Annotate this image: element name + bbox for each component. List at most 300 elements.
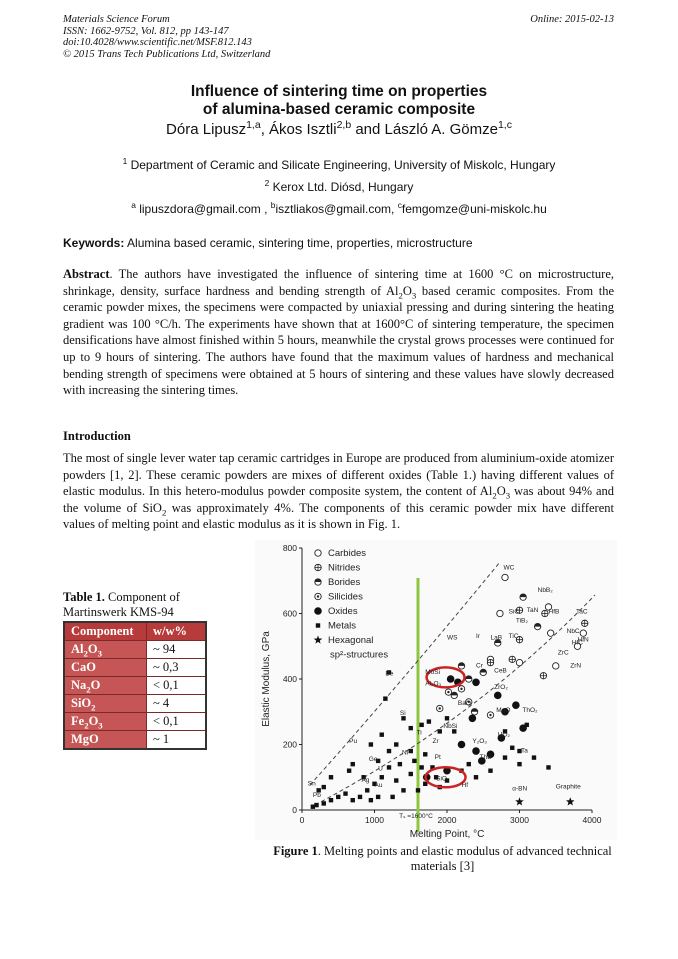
data-point (390, 795, 394, 799)
data-point (458, 686, 464, 692)
marker-shape (409, 726, 413, 730)
email-line (0, 202, 678, 216)
figure-caption-text: . Melting points and elastic modulus of advanced technical materials [3] (317, 844, 612, 873)
data-point (315, 564, 321, 570)
component-table (63, 621, 207, 750)
marker-shape (447, 675, 455, 683)
point-label-al2o3: Al₂O₃ (425, 680, 442, 688)
point-label-u: U (378, 765, 383, 773)
intro-text: was approximately 4%. The components of this ceramic powder mix have different values of melting point and elastic modulus as it is shown in Fig. 1. (63, 500, 614, 532)
marker-shape (419, 723, 423, 727)
data-point (416, 788, 420, 792)
point-label-ni: Ni (402, 749, 409, 757)
data-point (510, 746, 514, 750)
table-caption-text: Component of Martinswerk KMS-94 (63, 590, 180, 619)
doi: doi:10.4028/www.scientific.net/MSF.812.143 (63, 37, 252, 48)
data-point (347, 769, 351, 773)
email-a-sup: a (131, 200, 136, 210)
subscript: 2 (398, 290, 403, 301)
x-tick-label: 0 (299, 815, 305, 825)
melting-point-elastic-modulus-chart (255, 540, 617, 840)
point-label-ceb: CeB (494, 667, 507, 675)
marker-shape (401, 788, 405, 792)
data-point (315, 550, 321, 556)
component-cell (64, 677, 147, 695)
point-label-ge: Ge (368, 755, 378, 763)
affiliation-2-num: 2 (264, 178, 270, 188)
abstract-text: based ceramic composites. From the ceramic powder mixes, the specimens were compacted by uniaxial pressing and during sintering the heating gradient was 100 °C/h. The experiments have shown that at 1600°C of sintering temperature, the specimen densifications have almost finished within 5 hours, meanwhile the crystal grows processes were continued for up to 9 hours of sintering. The authors have found that the maximum values of hardness and mechanical bending strength of specimens were obtained at 5 hours of sintering and these values have slowly decreased with increasing the sintering times. (63, 283, 614, 398)
figure-caption-label: Figure 1 (273, 844, 318, 858)
introduction-text (63, 450, 614, 533)
data-point (532, 755, 536, 759)
marker-shape (423, 752, 427, 756)
component-cell (64, 713, 147, 731)
email-c-sup: c (397, 200, 402, 210)
data-point (540, 673, 546, 679)
data-point (553, 663, 559, 669)
point-label-ti: Ti (416, 729, 422, 737)
point-label-lab: LaB (490, 634, 503, 642)
table-caption (63, 590, 203, 620)
marker-shape (394, 778, 398, 782)
data-point (380, 732, 384, 736)
subscript: 2 (84, 720, 89, 731)
table-row (64, 695, 206, 713)
data-point (516, 659, 522, 665)
component-name: CaO (71, 660, 96, 674)
subscript: 2 (91, 702, 96, 713)
data-point (336, 795, 340, 799)
author-2: Ákos Isztli (269, 121, 337, 138)
data-point (582, 620, 588, 626)
marker-shape (380, 732, 384, 736)
email-a[interactable]: lipuszdora@gmail.com , (135, 202, 271, 216)
data-point (534, 623, 540, 629)
marker-shape (494, 692, 502, 700)
data-point (311, 805, 315, 809)
data-point (423, 752, 427, 756)
table-row (64, 731, 206, 750)
point-label-ag: Ag (361, 777, 370, 785)
affiliation-2 (0, 180, 678, 194)
data-point (502, 574, 508, 580)
marker-shape (460, 688, 462, 690)
point-label-hf: Hf (461, 782, 468, 790)
data-point (380, 775, 384, 779)
author-1-sup: 1,a (246, 119, 261, 131)
component-cell (64, 731, 147, 750)
keywords-text: Alumina based ceramic, sintering time, properties, microstructure (124, 236, 473, 250)
legend-label: sp²-structures (330, 649, 389, 661)
email-b-sup: b (270, 200, 276, 210)
marker-shape (553, 663, 559, 669)
point-label-zrn: ZrN (570, 662, 582, 670)
data-point (343, 791, 347, 795)
subscript: 3 (505, 490, 511, 501)
data-point (445, 689, 451, 695)
online-date: Online: 2015-02-13 (530, 14, 614, 25)
subscript: 2 (161, 507, 167, 518)
data-point (472, 678, 480, 686)
point-label-ta: Ta (520, 747, 528, 755)
author-list (0, 121, 678, 138)
data-point (369, 798, 373, 802)
affiliation-1-text: Department of Ceramic and Silicate Engineering, University of Miskolc, Hungary (127, 158, 556, 172)
marker-shape (369, 798, 373, 802)
data-point (314, 607, 322, 615)
data-point (329, 775, 333, 779)
affiliation-1 (0, 158, 678, 172)
data-point (451, 692, 457, 698)
marker-shape (503, 755, 507, 759)
marker-shape (380, 775, 384, 779)
data-point (520, 594, 526, 600)
point-label-zr: Zr (432, 737, 439, 745)
component-name: O (88, 714, 99, 728)
marker-shape (343, 791, 347, 795)
marker-shape (412, 759, 416, 763)
marker-shape (458, 741, 466, 749)
marker-shape (316, 623, 320, 627)
table-header: w/w% (147, 622, 207, 641)
point-label-wc: WC (503, 564, 515, 572)
data-point (469, 715, 477, 723)
marker-shape (516, 659, 522, 665)
abstract (63, 266, 614, 399)
table-row (64, 677, 206, 695)
marker-shape (489, 714, 491, 716)
y-tick-label: 800 (282, 543, 297, 553)
point-label-nbsi: NbSi (443, 723, 458, 731)
data-point (525, 723, 529, 727)
point-label-ws: WS (447, 634, 458, 642)
point-label-si: Si (399, 710, 406, 718)
point-label-hfn: HfN (577, 636, 589, 644)
marker-shape (351, 798, 355, 802)
data-point (427, 719, 431, 723)
marker-shape (369, 742, 373, 746)
data-point (409, 749, 413, 753)
point-label-tac: TaC (576, 608, 588, 616)
legend-label: Carbides (328, 548, 367, 559)
point-label-tho2: ThO₂ (522, 706, 538, 714)
weight-percent-cell: ~ 1 (147, 731, 207, 750)
marker-shape (469, 715, 477, 723)
point-label-bao: BaO (457, 700, 471, 708)
marker-shape (387, 765, 391, 769)
y-tick-label: 200 (282, 739, 297, 750)
subscript: 3 (98, 720, 103, 731)
marker-shape (497, 610, 503, 616)
marker-shape (472, 678, 480, 686)
point-label-uo2: UO₂ (497, 731, 511, 739)
data-point (447, 675, 455, 683)
data-point (322, 801, 326, 805)
marker-shape (427, 719, 431, 723)
x-tick-label: 3000 (510, 815, 529, 825)
point-label-zrc: ZrC (557, 649, 569, 657)
email-b[interactable]: isztliakos@gmail.com, (275, 202, 398, 216)
data-point (445, 716, 449, 720)
marker-shape (314, 607, 322, 615)
point-label-graphite: Graphite (555, 783, 581, 791)
data-point (438, 729, 442, 733)
point-label-tib2: TiB₂ (515, 617, 528, 625)
marker-shape (390, 795, 394, 799)
component-name: O (90, 678, 101, 692)
weight-percent-cell: ~ 94 (147, 641, 207, 659)
figure-background (255, 540, 617, 840)
point-label-mosi: MoSi (425, 669, 441, 677)
keywords-label: Keywords: (63, 236, 125, 250)
marker-shape (409, 772, 413, 776)
y-tick-label: 400 (282, 674, 297, 684)
component-cell (64, 695, 147, 713)
data-point (458, 663, 464, 669)
data-point (394, 742, 398, 746)
point-label-pt: Pt (434, 754, 441, 762)
table-caption-label: Table 1. (63, 590, 105, 604)
component-name: Fe (71, 714, 85, 728)
point-label-nbb2: NbB₂ (537, 587, 553, 595)
marker-shape (447, 691, 449, 693)
marker-shape (474, 775, 478, 779)
point-label-au: Au (374, 782, 383, 790)
table-row (64, 713, 206, 731)
data-point (497, 610, 503, 616)
marker-shape (336, 795, 340, 799)
journal-name: Materials Science Forum (63, 14, 170, 25)
marker-shape (546, 765, 550, 769)
data-point (394, 778, 398, 782)
title-line-1: Influence of sintering time on properties (190, 83, 488, 100)
data-point (315, 579, 321, 585)
component-name: SiO (71, 696, 92, 710)
marker-shape (547, 630, 553, 636)
point-label-zro2: ZrO₂ (494, 683, 508, 691)
affiliation-1-num: 1 (122, 156, 128, 166)
point-label-pu: Pu (349, 737, 358, 745)
marker-shape (512, 701, 520, 709)
legend-label: Nitrides (328, 562, 361, 574)
title-line-2: of alumina-based ceramic composite (202, 101, 476, 118)
data-point (383, 696, 387, 700)
marker-shape (502, 574, 508, 580)
issn: ISSN: 1662-9752, Vol. 812, pp 143-147 (63, 25, 229, 37)
data-point (409, 772, 413, 776)
data-point (387, 749, 391, 753)
journal-info (63, 14, 270, 60)
marker-shape (398, 762, 402, 766)
component-name: Al (71, 642, 84, 656)
marker-shape (383, 696, 387, 700)
point-label-thb: ThB (479, 754, 492, 762)
data-point (351, 798, 355, 802)
marker-shape (510, 746, 514, 750)
abstract-text: . The authors have investigated the influence of sintering time at 1600 °C on microstructure, shrinkage, density, surface hardness and bending strength of Al (63, 267, 614, 298)
marker-shape (347, 769, 351, 773)
data-point (494, 692, 502, 700)
point-label-nbc: NbC (566, 628, 580, 636)
data-point (547, 630, 553, 636)
data-point (512, 701, 520, 709)
x-tick-label: 1000 (365, 815, 384, 825)
marker-shape (329, 775, 333, 779)
point-label-cr: Cr (476, 662, 483, 670)
legend-label: Borides (328, 577, 361, 588)
affiliation-2-text: Kerox Ltd. Diósd, Hungary (269, 180, 414, 194)
x-tick-label: 2000 (437, 815, 457, 825)
author-1: Dóra Lipusz (166, 121, 247, 138)
marker-shape (445, 716, 449, 720)
data-point (376, 795, 380, 799)
marker-shape (322, 801, 326, 805)
data-point (315, 593, 321, 599)
data-point (458, 741, 466, 749)
marker-shape (394, 742, 398, 746)
data-point (471, 709, 477, 715)
legend-label: Silicides (328, 591, 363, 603)
data-point (412, 759, 416, 763)
data-point (487, 659, 493, 665)
marker-shape (358, 795, 362, 799)
point-label-tan: TaN (526, 606, 539, 614)
marker-shape (532, 755, 536, 759)
paper-title (0, 83, 678, 119)
data-point (488, 769, 492, 773)
marker-shape (419, 765, 423, 769)
y-tick-label: 600 (282, 608, 297, 619)
point-label-sio2: SiO₂ (436, 775, 450, 783)
data-point (466, 676, 472, 682)
marker-shape (517, 762, 521, 766)
intro-text: was about 94% and the volume of SiO (63, 484, 614, 515)
author-3-sup: 1,c (497, 119, 512, 131)
marker-shape (317, 595, 319, 597)
x-tick-label: 4000 (582, 815, 602, 825)
data-point (487, 712, 493, 718)
point-label-y2o3: Y₂O₃ (472, 737, 487, 745)
data-point (419, 723, 423, 727)
table-row (64, 641, 206, 659)
point-label-ir: Ir (476, 633, 480, 641)
point-label-abn: α-BN (512, 785, 528, 793)
component-cell (64, 659, 147, 677)
marker-shape (322, 785, 326, 789)
point-label-sn: Sn (307, 780, 316, 788)
sintering-temperature-label: Tₛ =1600°C (399, 813, 433, 820)
marker-shape (329, 798, 333, 802)
subscript: 3 (411, 290, 417, 301)
data-point (329, 798, 333, 802)
data-point (322, 785, 326, 789)
legend-label: Hexagonal (328, 635, 374, 646)
component-name: O (87, 642, 98, 656)
point-label-be: Be (385, 670, 394, 678)
legend-label: Metals (328, 620, 356, 632)
marker-shape (376, 795, 380, 799)
data-point (467, 762, 471, 766)
marker-shape (387, 749, 391, 753)
weight-percent-cell: < 0,1 (147, 713, 207, 731)
data-point (542, 610, 548, 616)
component-cell (64, 641, 147, 659)
keywords (63, 236, 473, 250)
data-point (401, 788, 405, 792)
copyright: © 2015 Trans Tech Publications Ltd, Switzerland (63, 48, 271, 60)
data-point (509, 656, 515, 662)
abstract-text: O (402, 283, 412, 298)
figure-caption (270, 844, 615, 874)
marker-shape (525, 723, 529, 727)
data-point (419, 765, 423, 769)
data-point (358, 795, 362, 799)
marker-shape (438, 729, 442, 733)
weight-percent-cell: ~ 4 (147, 695, 207, 713)
x-axis-label: Melting Point, °C (409, 829, 485, 840)
data-point (546, 765, 550, 769)
subscript: 2 (492, 490, 497, 501)
component-name: Na (71, 678, 87, 692)
data-point (369, 742, 373, 746)
intro-text: The most of single lever water tap ceramic cartridges in Europe are produced from aluminium-oxide atomizer powders [1, 2]. These ceramic powders are mixes of different oxides (Table 1.) having different values of elastic modulus. In this hetero-modulus powder composite system, the content of Al (63, 451, 614, 499)
y-tick-label: 0 (292, 805, 297, 815)
author-2-sup: 2,b (336, 119, 352, 131)
data-point (409, 726, 413, 730)
point-label-hfb: HfB (548, 608, 560, 616)
table-header: Component (64, 622, 147, 641)
email-c[interactable]: femgomze@uni-miskolc.hu (401, 202, 547, 216)
section-heading-introduction: Introduction (63, 429, 131, 443)
data-point (316, 623, 320, 627)
subscript: 3 (97, 648, 102, 659)
subscript: 2 (83, 648, 88, 659)
weight-percent-cell: ~ 0,3 (147, 659, 207, 677)
point-label-mgo: MgO (496, 706, 511, 714)
data-point (365, 788, 369, 792)
subscript: 2 (86, 684, 91, 695)
table-header-row (64, 622, 206, 641)
data-point (398, 762, 402, 766)
legend-label: Oxides (328, 606, 358, 617)
data-point (387, 765, 391, 769)
marker-shape (315, 550, 321, 556)
point-label-hfc: HfC (571, 639, 583, 647)
weight-percent-cell: < 0,1 (147, 677, 207, 695)
component-name: MgO (71, 732, 99, 746)
marker-shape (488, 769, 492, 773)
abstract-label: Abstract (63, 267, 110, 281)
table-row (64, 659, 206, 677)
data-point (351, 762, 355, 766)
author-separator: , (260, 121, 270, 138)
marker-shape (439, 707, 441, 709)
point-label-pb: Pb (312, 791, 321, 799)
author-3: László A. Gömze (384, 121, 498, 138)
marker-shape (311, 805, 315, 809)
y-axis-label: Elastic Modulus, GPa (261, 631, 272, 727)
point-label-sic: SiC (508, 608, 520, 616)
marker-shape (409, 749, 413, 753)
data-point (503, 755, 507, 759)
marker-shape (467, 762, 471, 766)
author-separator: and (351, 121, 385, 138)
marker-shape (416, 788, 420, 792)
marker-shape (365, 788, 369, 792)
marker-shape (351, 762, 355, 766)
intro-text: O (496, 484, 506, 499)
data-point (437, 705, 443, 711)
